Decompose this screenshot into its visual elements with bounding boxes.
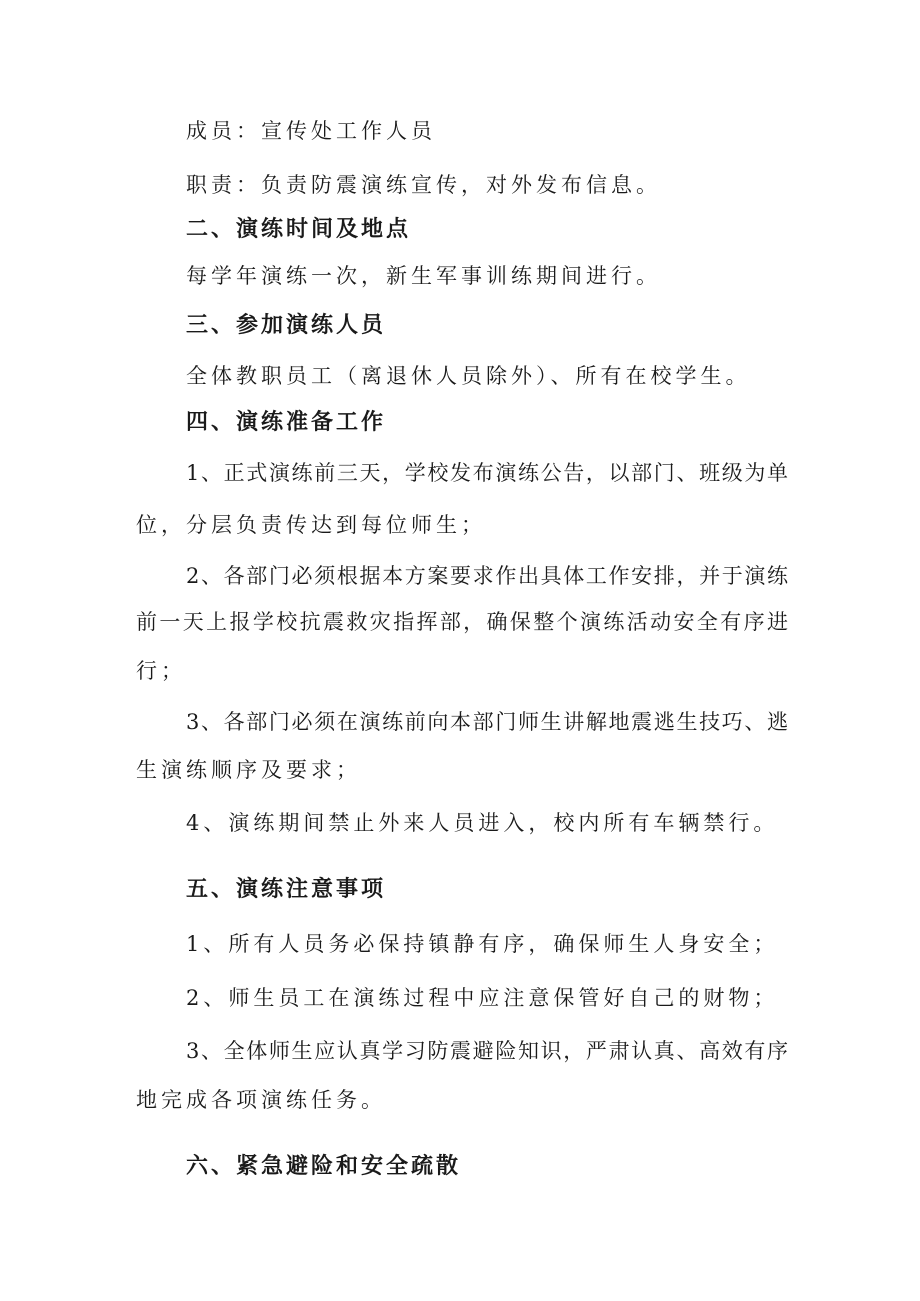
section-heading-4: 四、演练准备工作 [186,410,387,435]
item-4-3-line-1: 3、各部门必须在演练前向本部门师生讲解地震逃生技巧、逃 [186,710,788,734]
section-heading-6: 六、紧急避险和安全疏散 [186,1154,462,1179]
section-heading-5: 五、演练注意事项 [186,877,387,902]
item-5-2: 2、师生员工在演练过程中应注意保管好自己的财物； [186,986,779,1010]
item-5-1: 1、所有人员务必保持镇静有序，确保师生人身安全； [186,932,779,956]
section-3-text: 全体教职员工（离退休人员除外）、所有在校学生。 [186,364,751,388]
section-2-text: 每学年演练一次，新生军事训练期间进行。 [186,264,661,288]
section-heading-2: 二、演练时间及地点 [186,217,412,242]
item-5-3-line-1: 3、全体师生应认真学习防震避险知识，严肃认真、高效有序 [186,1039,788,1063]
item-4-2-line-1: 2、各部门必须根据本方案要求作出具体工作安排，并于演练 [186,564,788,588]
item-4-4: 4、演练期间禁止外来人员进入，校内所有车辆禁行。 [186,811,779,835]
item-4-2-line-3: 行； [136,659,186,683]
item-4-1-line-1: 1、正式演练前三天，学校发布演练公告，以部门、班级为单 [186,461,788,485]
section-heading-3: 三、参加演练人员 [186,313,387,338]
item-4-1-line-2: 位，分层负责传达到每位师生； [136,513,486,537]
item-4-3-line-2: 生演练顺序及要求； [136,758,361,782]
duty-line: 职责：负责防震演练宣传，对外发布信息。 [186,173,661,197]
item-5-3-line-2: 地完成各项演练任务。 [136,1088,386,1112]
item-4-2-line-2: 前一天上报学校抗震救灾指挥部，确保整个演练活动安全有序进 [136,610,788,634]
member-line: 成员：宣传处工作人员 [186,119,436,143]
